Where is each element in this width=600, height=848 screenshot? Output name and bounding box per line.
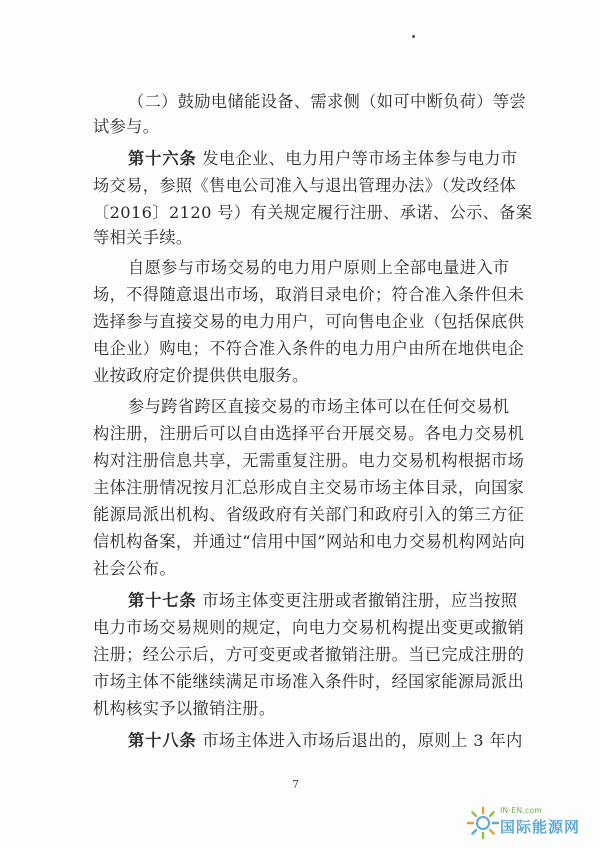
text-line: [93, 532, 525, 552]
article-16-line: [128, 149, 517, 169]
line-text: 参与跨省跨区直接交易的市场主体可以在任何交易机: [128, 397, 510, 416]
line-text: （二）鼓励电储能设备、需求侧（如可中断负荷）等尝: [128, 92, 527, 111]
line-text: 市场主体变更注册或者撤销注册，应当按照: [196, 591, 518, 610]
text-line: [128, 258, 510, 278]
text-line: [93, 699, 275, 719]
text-line: [93, 312, 524, 332]
scan-dot: [412, 35, 415, 38]
line-text: 业按政府定价提供供电服务。: [93, 366, 309, 385]
line-text: 试参与。: [93, 117, 160, 136]
line-text: 市场主体进入市场后退出的，原则上 3 年内: [196, 731, 523, 750]
site-watermark: [466, 804, 586, 840]
line-text: 机构核实予以撤销注册。: [93, 699, 276, 718]
text-line: [93, 451, 524, 471]
article-heading: 第十六条: [128, 149, 197, 168]
watermark-url: IN-EN.com: [500, 806, 542, 815]
line-text: 能源局派出机构、省级政府有关部门和政府引入的第三方征: [93, 505, 525, 524]
text-line: [128, 397, 510, 417]
line-text: 电企业）购电；不符合准入条件的电力用户由所在地供电企: [93, 339, 525, 358]
line-text: 自愿参与市场交易的电力用户原则上全部电量进入市: [128, 258, 510, 277]
text-line: [93, 228, 193, 248]
article-17-line: [128, 591, 517, 611]
text-line: [93, 478, 524, 498]
line-text: 注册；经公示后，方可变更或者撤销注册。当已完成注册的: [93, 645, 525, 664]
page-number: 7: [292, 778, 299, 791]
sun-logo-icon: [466, 806, 500, 840]
text-line: [93, 618, 524, 638]
line-text: 发电企业、电力用户等市场主体参与电力市: [196, 149, 518, 168]
line-text: 电力市场交易规则的规定，向电力交易机构提出变更或撤销: [93, 618, 525, 637]
text-line: [93, 117, 159, 137]
text-line: [93, 366, 309, 386]
article-18-line: [128, 731, 523, 751]
text-line: [93, 203, 532, 223]
text-line: [93, 424, 524, 444]
text-line: [93, 559, 176, 579]
text-line: [93, 645, 524, 665]
article-heading: 第十七条: [128, 591, 197, 610]
text-line: [93, 285, 524, 305]
text-line: [93, 505, 524, 525]
line-text: 场交易，参照《售电公司准入与退出管理办法》（发改经体: [93, 176, 517, 195]
line-text: 等相关手续。: [93, 228, 193, 247]
text-line: [93, 176, 516, 196]
line-text: 选择参与直接交易的电力用户，可向售电企业（包括保底供: [93, 312, 525, 331]
text-line: [93, 339, 524, 359]
line-text: 社会公布。: [93, 559, 176, 578]
article-heading: 第十八条: [128, 731, 197, 750]
line-text: 信机构备案，并通过“信用中国”网站和电力交易机构网站向: [93, 532, 526, 551]
text-line: [128, 92, 526, 112]
text-line: [93, 672, 524, 692]
line-text: 构对注册信息共享，无需重复注册。电力交易机构根据市场: [93, 451, 525, 470]
line-text: 市场主体不能继续满足市场准入条件时，经国家能源局派出: [93, 672, 525, 691]
line-text: 主体注册情况按月汇总形成自主交易市场主体目录，向国家: [93, 478, 525, 497]
watermark-site-name: 国际能源网: [500, 818, 581, 836]
line-text: 〔2016〕2120 号）有关规定履行注册、承诺、公示、备案: [93, 203, 533, 222]
line-text: 构注册，注册后可以自由选择平台开展交易。各电力交易机: [93, 424, 525, 443]
line-text: 场，不得随意退出市场，取消目录电价；符合准入条件但未: [93, 285, 525, 304]
